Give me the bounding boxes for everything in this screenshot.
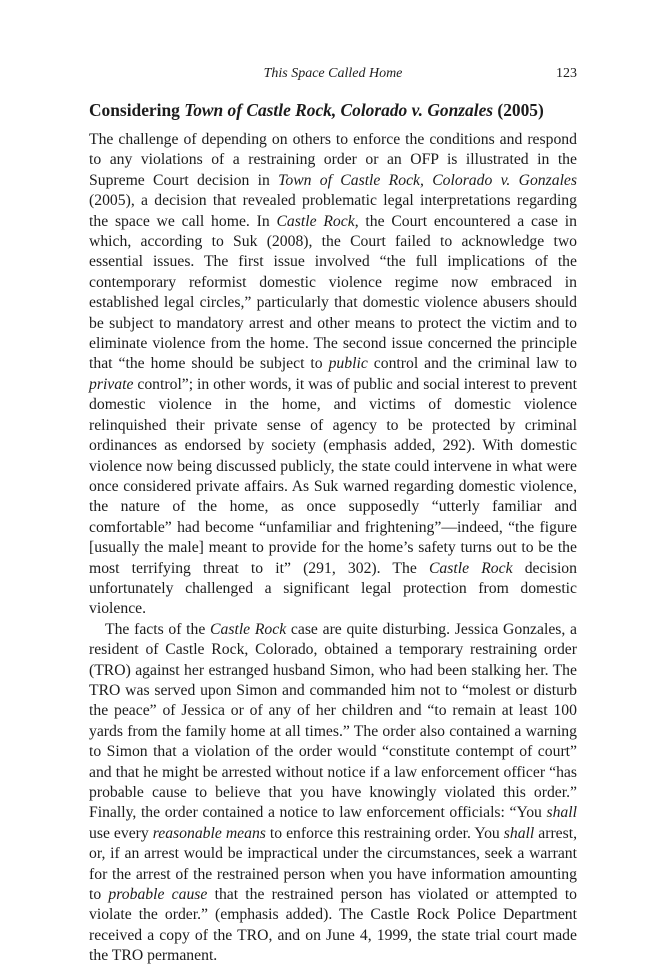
italic-emphasis: shall: [503, 824, 535, 842]
running-title: This Space Called Home: [263, 66, 403, 81]
text-run: The challenge of depending on others to enforce the conditions and respond to any violations of a restraining order or an OFP is illustrated in the Supreme Court decision in: [89, 131, 577, 189]
body-text: [89, 130, 577, 967]
italic-case-short-name: Castle Rock: [276, 212, 355, 230]
page-number: 123: [556, 66, 577, 81]
paragraph-2: [89, 620, 577, 967]
section-heading-year: (2005): [493, 100, 544, 120]
italic-emphasis: private: [89, 375, 134, 393]
italic-case-name: Town of Castle Rock, Colorado v. Gonzales: [278, 171, 578, 189]
section-heading-prefix: Considering: [89, 100, 185, 120]
italic-case-short-name: Castle Rock: [210, 620, 287, 638]
text-run: control and the criminal law to: [367, 355, 577, 373]
running-header: [89, 62, 577, 86]
section-heading-case-name: Town of Castle Rock, Colorado v. Gonzales: [184, 100, 494, 120]
section-heading: [89, 99, 577, 121]
text-run: arrest, or, if an arrest would be impractical under the circumstances, seek a warrant for the arrest of the restrained person when you have information amounting to: [89, 824, 578, 904]
italic-emphasis: public: [328, 355, 368, 373]
text-run: , the Court encountered a case in which, according to Suk (2008), the Court failed to acknowledge two essential issues. The first issue involved “the full implications of the contemporary reformist domestic violence regime now embraced in established legal circles,” particularly that domestic violence abusers should be subject to mandatory arrest and other means to protect the victim and to eliminate violence from the home. The second issue concerned the principle that “the home should be subject to: [89, 212, 577, 373]
italic-emphasis: reasonable means: [152, 824, 266, 842]
paragraph-1: [89, 130, 577, 620]
italic-emphasis: shall: [546, 804, 577, 822]
italic-case-short-name: Castle Rock: [428, 559, 513, 577]
text-run: decision unfortunately challenged a significant legal protection from domestic violence.: [89, 559, 577, 618]
book-page: [89, 62, 577, 967]
text-run: control”; in other words, it was of public and social interest to prevent domestic violence in the home, and victims of domestic violence relinquished their private sense of agency to be protected by criminal ordinances as endorsed by society (emphasis added, 292). With domestic violence now being discussed publicly, the state could intervene in what were once considered private affairs. As Suk warned regarding domestic violence, the nature of the home, as once supposedly “utterly familiar and comfortable” had become “unfamiliar and frightening”—indeed, “the figure [usually the male] meant to provide for the home’s safety turns out to be the most terrifying threat to it” (291, 302). The: [89, 375, 577, 577]
text-run: (2005), a decision that revealed problematic legal interpretations regarding the space we call home. In: [89, 192, 577, 230]
text-run: to enforce this restraining order. You: [265, 824, 504, 842]
italic-emphasis: probable cause: [108, 886, 208, 904]
text-run: The facts of the: [105, 620, 211, 638]
text-run: that the restrained person has violated or attempted to violate the order.” (emphasis added). The Castle Rock Police Department received a copy of the TRO, and on June 4, 1999, the state trial court made the TRO permanent.: [89, 886, 578, 965]
text-run: case are quite disturbing. Jessica Gonzales, a resident of Castle Rock, Colorado, obtained a temporary restraining order (TRO) against her estranged husband Simon, who had been stalking her. The TRO was served upon Simon and commanded him not to “molest or disturb the peace” of Jessica or of any of her children and “to remain at least 100 yards from the family home at all times.” The order also contained a warning to Simon that a violation of the order would “constitute contempt of court” and that he might be arrested without notice if a law enforcement officer “has probable cause to believe that you have knowingly violated this order.” Finally, the order contained a notice to law enforcement officials: “You: [89, 620, 577, 822]
text-run: use every: [89, 824, 153, 842]
